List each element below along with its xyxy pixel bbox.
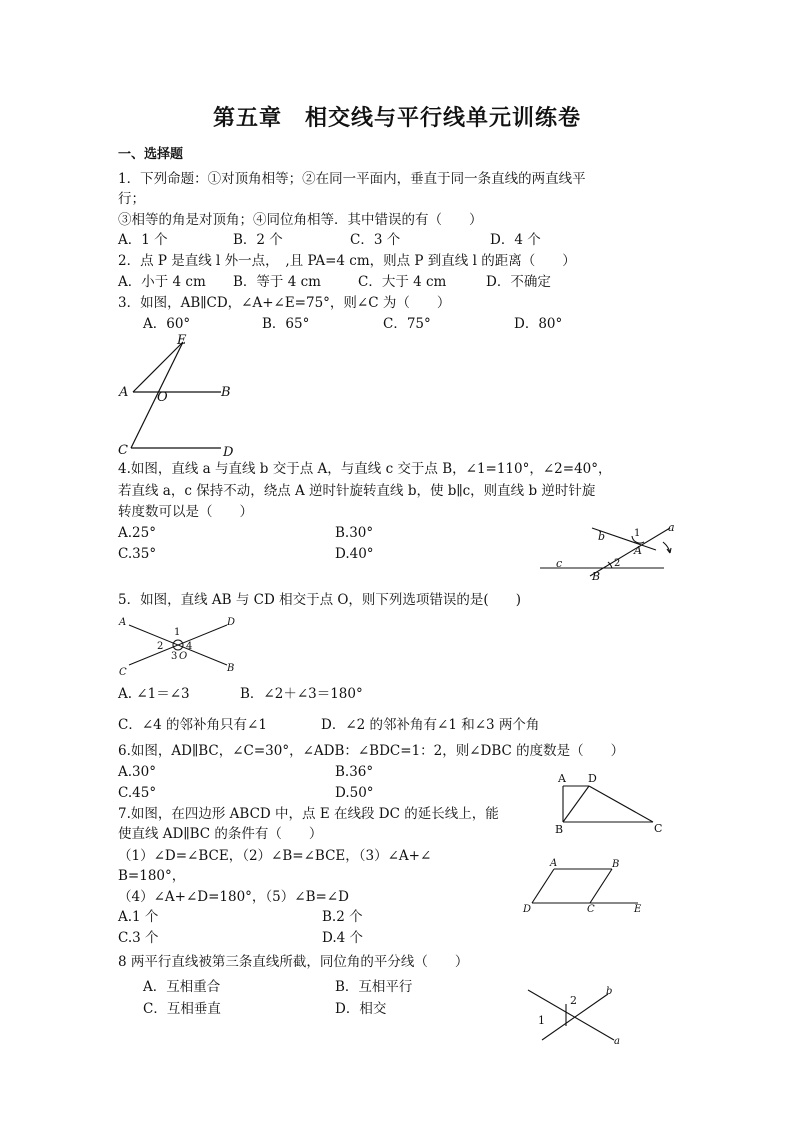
q1-option-c: C．3 个 xyxy=(350,232,401,248)
q4-option-d: D.40° xyxy=(335,546,374,562)
q5-label-angle-3: 3 xyxy=(171,651,178,662)
q7-label-c: C xyxy=(587,904,595,915)
q7-line3: （1）∠D=∠BCE，（2）∠B=∠BCE，（3）∠A+∠ xyxy=(118,848,432,864)
q4-label-c-line: c xyxy=(556,557,563,570)
q6-label-d: D xyxy=(588,772,597,785)
q7-line2: 使直线 AD∥BC 的条件有（ ） xyxy=(118,826,323,842)
q7-line4: B=180°， xyxy=(118,868,186,884)
q8-stem: 8 两平行直线被第三条直线所截，同位角的平分线（ ） xyxy=(118,954,469,970)
q8-label-angle-2: 2 xyxy=(570,994,577,1007)
q3-label-b: B xyxy=(221,385,231,400)
q1-line2: 行； xyxy=(118,191,145,207)
q7-label-d: D xyxy=(523,904,532,915)
q1-option-a: A．1 个 xyxy=(118,232,168,248)
q2-option-a: A．小于 4 cm xyxy=(118,274,206,290)
q7-option-c: C.3 个 xyxy=(118,930,159,946)
q8-figure xyxy=(524,982,634,1048)
q3-option-c: C．75° xyxy=(383,316,431,332)
q8-label-a-line: a xyxy=(614,1036,620,1047)
q3-label-c: C xyxy=(118,443,128,458)
q2-option-c: C．大于 4 cm xyxy=(358,274,447,290)
q4-label-b-line: b xyxy=(598,530,606,543)
q6-stem: 6.如图，AD∥BC，∠C=30°，∠ADB：∠BDC=1：2，则∠DBC 的度数是（ ） xyxy=(118,743,625,759)
q3-stem: 3．如图，AB∥CD，∠A+∠E=75°，则∠C 为（ ） xyxy=(118,295,451,311)
q3-label-e: E xyxy=(177,333,187,348)
q3-option-d: D．80° xyxy=(514,316,563,332)
q6-option-d: D.50° xyxy=(335,785,374,801)
q8-option-c: C．互相垂直 xyxy=(143,1001,221,1017)
q6-option-c: C.45° xyxy=(118,785,157,801)
q2-option-b: B．等于 4 cm xyxy=(233,274,321,290)
q7-option-b: B.2 个 xyxy=(322,909,363,925)
q4-option-a: A.25° xyxy=(118,525,156,541)
q5-label-angle-2: 2 xyxy=(157,641,164,652)
q7-line1: 7.如图，在四边形 ABCD 中，点 E 在线段 DC 的延长线上，能 xyxy=(118,806,499,822)
q3-label-o: O xyxy=(157,390,168,405)
q8-option-d: D．相交 xyxy=(335,1001,387,1017)
q2-option-d: D．不确定 xyxy=(486,274,551,290)
q4-label-a-line: a xyxy=(668,521,675,534)
q4-option-b: B.30° xyxy=(335,525,374,541)
q6-label-c: C xyxy=(654,822,663,835)
q1-option-b: B．2 个 xyxy=(233,232,283,248)
q3-option-b: B．65° xyxy=(262,316,310,332)
q1-line3: ③相等的角是对顶角；④同位角相等．其中错误的有（ ） xyxy=(118,212,483,228)
q5-stem: 5．如图，直线 AB 与 CD 相交于点 O，则下列选项错误的是( ) xyxy=(118,592,521,608)
q4-line3: 转度数可以是（ ） xyxy=(118,504,253,520)
q3-label-d: D xyxy=(223,445,234,460)
q7-label-e: E xyxy=(634,904,642,915)
page-title: 第五章 相交线与平行线单元训练卷 xyxy=(212,105,581,131)
q5-option-d: D．∠2 的邻补角有∠1 和∠3 两个角 xyxy=(321,717,540,733)
q4-line1: 4.如图，直线 a 与直线 b 交于点 A，与直线 c 交于点 B，∠1=110°，∠2=40°， xyxy=(118,461,612,477)
q8-label-angle-1: 1 xyxy=(538,1014,545,1027)
q2-stem: 2．点 P 是直线 l 外一点， ,且 PA=4 cm，则点 P 到直线 l 的距离（ ） xyxy=(118,253,576,269)
q7-label-b: B xyxy=(612,859,620,870)
q4-label-angle-2: 2 xyxy=(614,558,621,569)
q7-option-d: D.4 个 xyxy=(322,930,364,946)
q4-line2: 若直线 a，c 保持不动，绕点 A 逆时针旋转直线 b，使 b∥c，则直线 b 逆时针旋 xyxy=(118,483,596,499)
q4-label-point-b: B xyxy=(592,570,601,583)
q8-label-b-line: b xyxy=(606,986,613,997)
q3-option-a: A．60° xyxy=(143,316,191,332)
q7-line5: （4）∠A+∠D=180°，（5）∠B=∠D xyxy=(118,889,349,905)
q1-option-d: D．4 个 xyxy=(490,232,541,248)
q4-label-point-a: A xyxy=(634,544,642,557)
q5-label-angle-1: 1 xyxy=(174,627,181,638)
q6-label-a: A xyxy=(558,772,566,785)
q7-label-a: A xyxy=(550,858,558,869)
q5-label-a: A xyxy=(119,617,127,628)
q6-option-a: A.30° xyxy=(118,764,156,780)
q5-label-d: D xyxy=(227,617,236,628)
q6-option-b: B.36° xyxy=(335,764,374,780)
q3-figure xyxy=(115,332,245,460)
q5-label-c: C xyxy=(119,667,127,678)
q7-option-a: A.1 个 xyxy=(118,909,159,925)
q8-option-a: A．互相重合 xyxy=(143,979,221,995)
q6-label-b: B xyxy=(555,823,564,836)
q6-figure xyxy=(553,772,673,834)
q5-option-b: B．∠2＋∠3＝180° xyxy=(240,686,363,702)
q5-label-b: B xyxy=(227,663,235,674)
section-heading: 一、选择题 xyxy=(118,147,184,162)
q1-line1: 1．下列命题：①对顶角相等；②在同一平面内，垂直于同一条直线的两直线平 xyxy=(118,171,586,187)
q5-label-angle-4: 4 xyxy=(186,641,193,652)
q4-option-c: C.35° xyxy=(118,546,157,562)
q4-label-angle-1: 1 xyxy=(634,528,641,539)
q5-label-o: O xyxy=(179,651,188,662)
q5-option-c: C．∠4 的邻补角只有∠1 xyxy=(118,717,267,733)
q5-figure xyxy=(115,613,245,677)
q4-figure xyxy=(538,522,683,584)
q5-option-a: A. ∠1＝∠3 xyxy=(118,686,190,702)
q3-label-a: A xyxy=(119,385,129,400)
q7-figure xyxy=(520,858,650,914)
q8-option-b: B．互相平行 xyxy=(335,979,413,995)
